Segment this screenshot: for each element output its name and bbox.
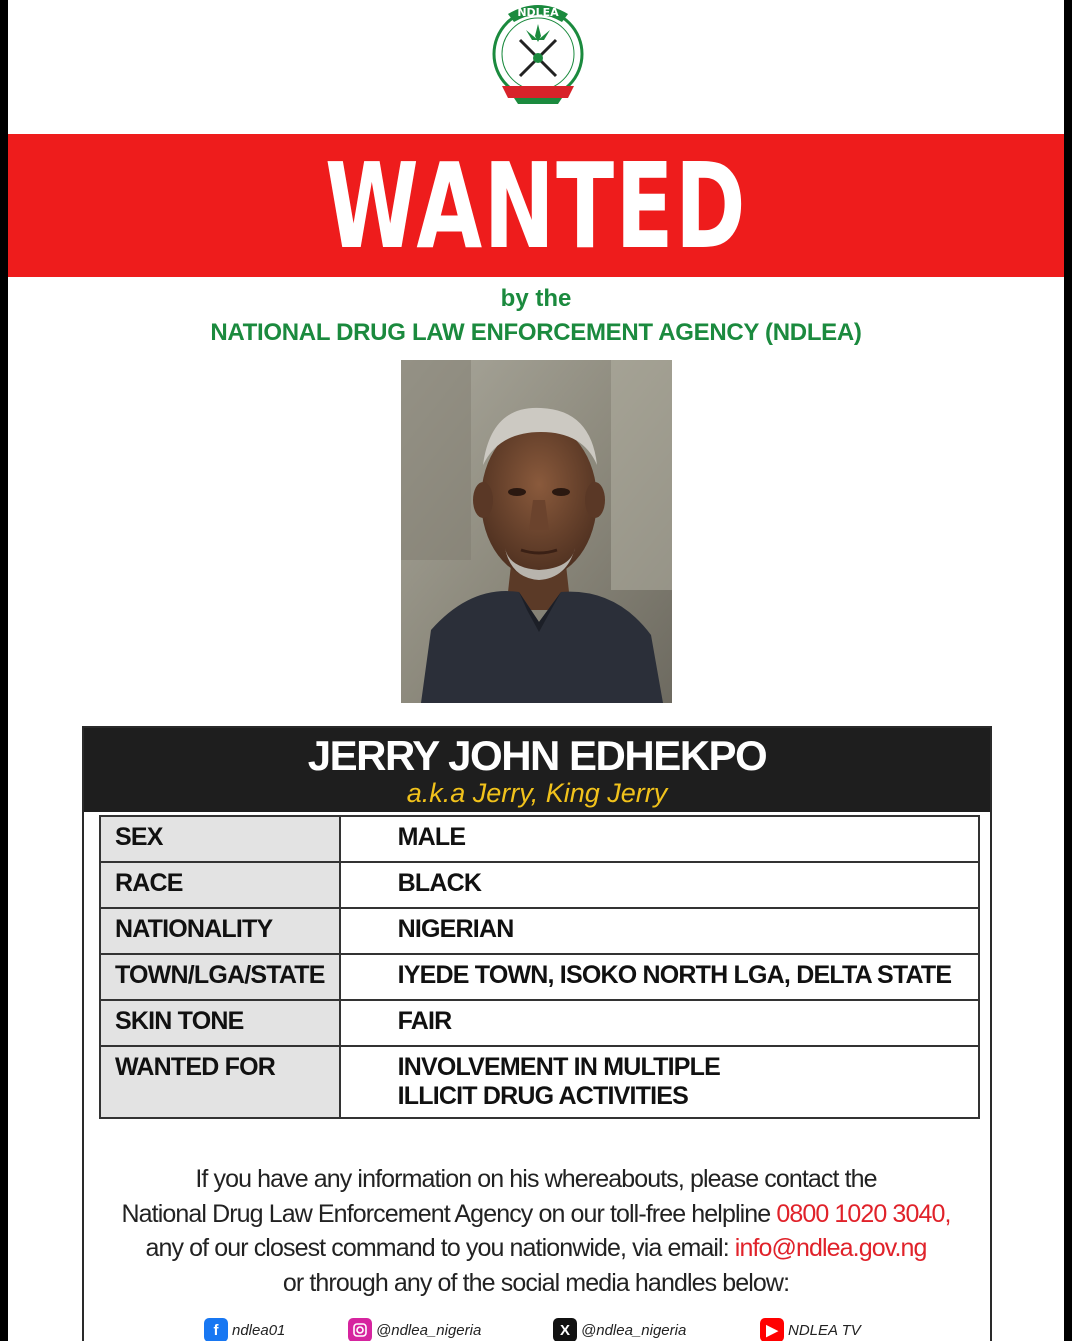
row-label: RACE	[100, 862, 340, 908]
row-value-line: ILLICIT DRUG ACTIVITIES	[397, 1082, 689, 1110]
card-header	[84, 728, 990, 812]
social-handle: NDLEA TV	[788, 1321, 861, 1339]
row-value: IYEDE TOWN, ISOKO NORTH LGA, DELTA STATE	[340, 954, 979, 1000]
byline-agency: NATIONAL DRUG LAW ENFORCEMENT AGENCY (NDLEA)	[210, 319, 862, 346]
instagram-icon	[348, 1318, 372, 1341]
contact-text: National Drug Law Enforcement Agency on our toll-free helpline	[121, 1199, 777, 1228]
row-label: SEX	[100, 816, 340, 862]
table-row	[100, 908, 979, 954]
suspect-aka: a.k.a Jerry, King Jerry	[406, 778, 668, 808]
wanted-title: WANTED	[325, 136, 747, 275]
social-youtube[interactable]	[760, 1318, 861, 1341]
wanted-banner	[8, 134, 1064, 277]
contact-line	[8, 1197, 1064, 1232]
row-label: WANTED FOR	[100, 1046, 340, 1118]
contact-text: any of our closest command to you nationwide, via email:	[145, 1234, 735, 1262]
table-row	[100, 1046, 979, 1118]
social-x[interactable]	[553, 1318, 686, 1341]
youtube-icon: ▶	[760, 1318, 784, 1341]
row-value-line: INVOLVEMENT IN MULTIPLE	[397, 1053, 720, 1081]
email-link[interactable]: info@ndlea.gov.ng	[734, 1234, 927, 1262]
row-value: NIGERIAN	[340, 908, 979, 954]
social-facebook[interactable]	[204, 1318, 285, 1341]
row-label: TOWN/LGA/STATE	[100, 954, 340, 1000]
social-handles	[8, 1318, 1064, 1341]
wanted-poster	[8, 0, 1064, 1341]
social-instagram[interactable]	[348, 1318, 481, 1341]
social-handle: @ndlea_nigeria	[581, 1321, 687, 1339]
table-row	[100, 1000, 979, 1046]
table-row	[100, 816, 979, 862]
helpline-number[interactable]: 0800 1020 3040,	[776, 1199, 951, 1228]
suspect-details-table	[99, 815, 980, 1119]
row-value: MALE	[340, 816, 979, 862]
contact-line: If you have any information on his whereabouts, please contact the	[195, 1165, 877, 1193]
row-label: NATIONALITY	[100, 908, 340, 954]
ndlea-logo	[480, 0, 596, 118]
contact-line	[8, 1231, 1064, 1266]
byline-by-the: by the	[500, 285, 572, 312]
suspect-photo	[401, 360, 672, 703]
table-row	[100, 954, 979, 1000]
table-row	[100, 862, 979, 908]
social-handle: ndlea01	[232, 1321, 286, 1339]
row-value: FAIR	[340, 1000, 979, 1046]
row-label: SKIN TONE	[100, 1000, 340, 1046]
facebook-icon: f	[204, 1318, 228, 1341]
x-icon: X	[553, 1318, 577, 1341]
row-value: BLACK	[340, 862, 979, 908]
contact-line: or through any of the social media handles below:	[282, 1268, 790, 1297]
row-value	[340, 1046, 979, 1118]
logo-text: NDLEA	[517, 6, 559, 19]
social-handle: @ndlea_nigeria	[376, 1321, 482, 1339]
contact-info	[8, 1162, 1064, 1300]
suspect-name: JERRY JOHN EDHEKPO	[307, 732, 767, 779]
